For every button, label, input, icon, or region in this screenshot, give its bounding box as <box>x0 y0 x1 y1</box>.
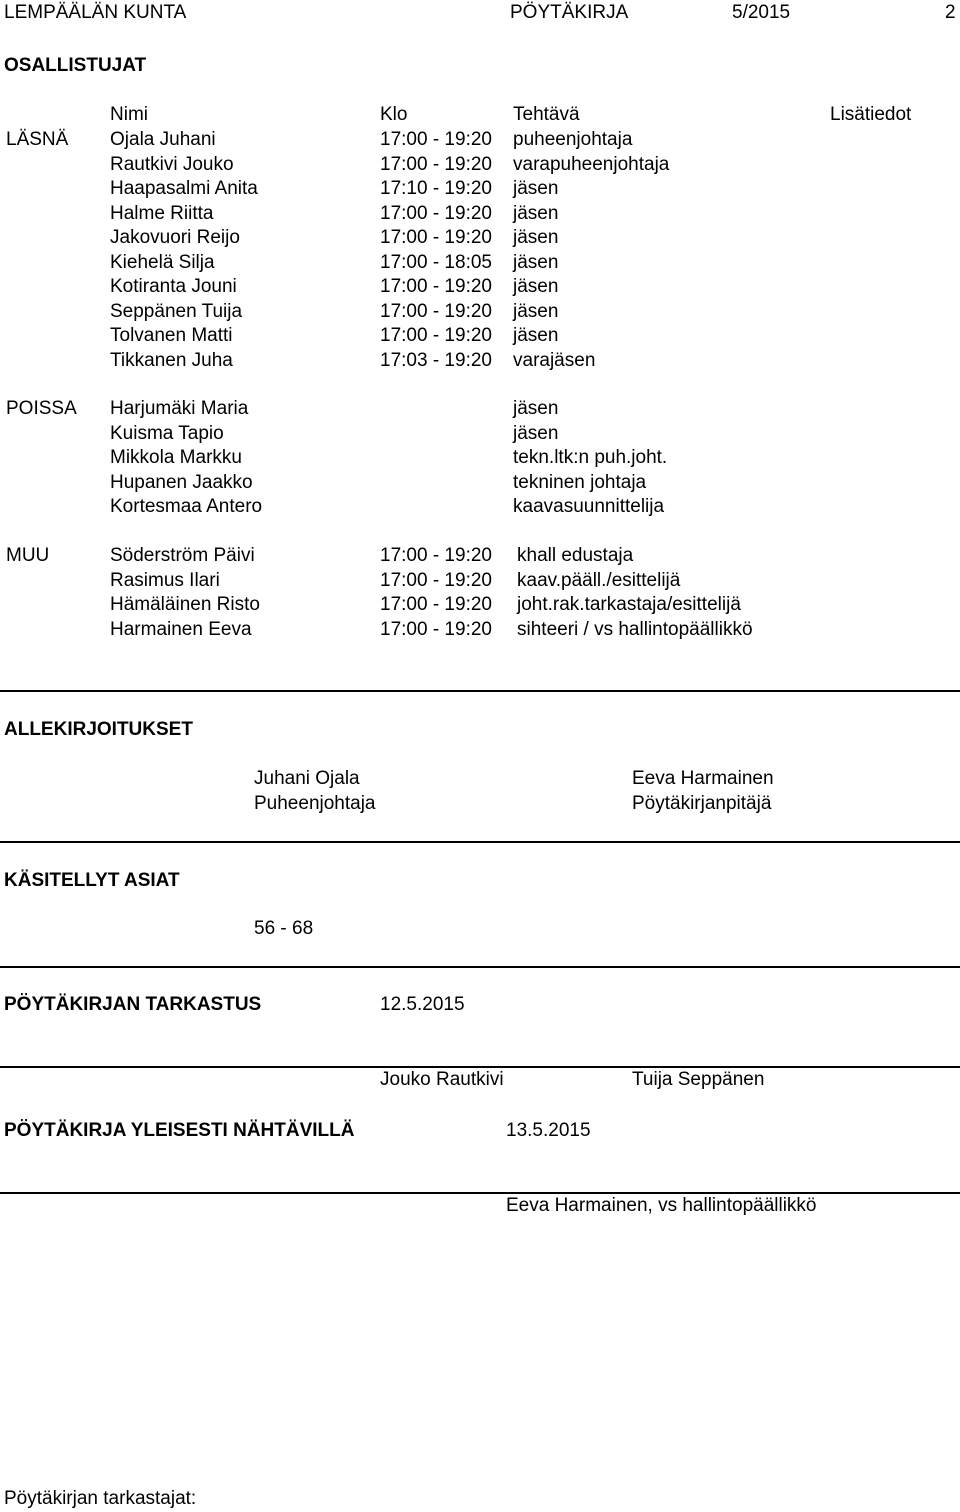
secretary-role: Pöytäkirjanpitäjä <box>632 793 772 814</box>
review-date: 12.5.2015 <box>380 994 465 1015</box>
municipality-name: LEMPÄÄLÄN KUNTA <box>4 2 187 23</box>
absent-label: POISSA <box>6 398 77 419</box>
participant-role: varapuheenjohtaja <box>513 153 670 175</box>
column-role: Tehtävä <box>513 104 580 125</box>
participant-time: 17:00 - 19:20 <box>380 153 492 175</box>
participant-role: jäsen <box>513 178 559 199</box>
participant-row <box>0 545 960 570</box>
public-date: 13.5.2015 <box>506 1120 591 1141</box>
participant-row <box>0 496 960 521</box>
participant-time: 17:00 - 19:20 <box>380 276 492 297</box>
participant-row <box>0 203 960 228</box>
participant-row <box>0 301 960 326</box>
participant-row <box>0 350 960 375</box>
column-time: Klo <box>380 104 408 125</box>
participant-role: puheenjohtaja <box>513 129 633 150</box>
divider <box>0 690 960 692</box>
participant-role: jäsen <box>513 422 559 444</box>
participant-time: 17:00 - 19:20 <box>380 129 492 150</box>
column-name: Nimi <box>110 104 148 125</box>
participant-name: Kotiranta Jouni <box>110 276 237 297</box>
participant-row <box>0 325 960 350</box>
participant-name: Haapasalmi Anita <box>110 178 258 199</box>
chair-role: Puheenjohtaja <box>254 793 376 814</box>
participant-role: jäsen <box>513 325 559 346</box>
participant-row <box>0 227 960 252</box>
participant-role: jäsen <box>513 276 559 297</box>
participant-role: jäsen <box>513 227 559 248</box>
participant-name: Kiehelä Silja <box>110 251 215 273</box>
participant-time: 17:00 - 19:20 <box>380 300 492 322</box>
participant-name: Söderström Päivi <box>110 545 255 566</box>
participant-role: sihteeri / vs hallintopäällikkö <box>517 618 753 640</box>
divider <box>0 1192 960 1194</box>
handled-title: KÄSITELLYT ASIAT <box>4 870 180 891</box>
document-type: PÖYTÄKIRJA <box>510 2 629 23</box>
divider <box>0 966 960 968</box>
participant-time: 17:00 - 19:20 <box>380 545 492 566</box>
participant-role: kaav.pääll./esittelijä <box>517 569 681 591</box>
participant-name: Hupanen Jaakko <box>110 471 253 493</box>
participant-time: 17:00 - 19:20 <box>380 618 492 640</box>
participant-role: jäsen <box>513 202 559 224</box>
participant-name: Ojala Juhani <box>110 129 216 150</box>
reviewers-label: Pöytäkirjan tarkastajat: <box>4 1488 197 1509</box>
participant-row <box>0 252 960 277</box>
participant-role: kaavasuunnittelija <box>513 496 665 517</box>
participant-name: Mikkola Markku <box>110 447 242 468</box>
chair-name: Juhani Ojala <box>254 768 360 789</box>
participant-time: 17:00 - 19:20 <box>380 227 492 248</box>
participant-time: 17:10 - 19:20 <box>380 178 492 199</box>
secretary-name: Eeva Harmainen <box>632 768 774 789</box>
participants-column-headers <box>0 104 960 129</box>
column-info: Lisätiedot <box>830 104 912 125</box>
participant-row <box>0 594 960 619</box>
participant-name: Rautkivi Jouko <box>110 153 234 175</box>
participant-role: tekninen johtaja <box>513 471 647 493</box>
participant-name: Seppänen Tuija <box>110 300 243 322</box>
participant-name: Tolvanen Matti <box>110 325 233 346</box>
document-number: 5/2015 <box>732 2 791 23</box>
participant-time: 17:00 - 19:20 <box>380 594 492 615</box>
participant-name: Hämäläinen Risto <box>110 594 260 615</box>
participant-time: 17:00 - 18:05 <box>380 251 492 273</box>
divider <box>0 1066 960 1068</box>
participants-title: OSALLISTUJAT <box>4 55 147 76</box>
participant-role: joht.rak.tarkastaja/esittelijä <box>517 594 741 615</box>
participant-role: jäsen <box>513 251 559 273</box>
participant-name: Kuisma Tapio <box>110 422 224 444</box>
participant-row <box>0 178 960 203</box>
participant-row <box>0 570 960 595</box>
participant-time: 17:03 - 19:20 <box>380 349 492 371</box>
divider <box>0 841 960 843</box>
page-number: 2 <box>945 2 956 23</box>
review-title: PÖYTÄKIRJAN TARKASTUS <box>4 994 262 1015</box>
reviewer-1: Jouko Rautkivi <box>380 1069 504 1090</box>
participant-role: varajäsen <box>513 349 596 371</box>
participant-row <box>0 129 960 154</box>
participant-name: Tikkanen Juha <box>110 349 233 371</box>
present-label: LÄSNÄ <box>6 129 69 150</box>
participant-name: Rasimus Ilari <box>110 569 220 591</box>
participant-time: 17:00 - 19:20 <box>380 325 492 346</box>
participant-name: Kortesmaa Antero <box>110 496 263 517</box>
participant-row <box>0 619 960 644</box>
participant-row <box>0 423 960 448</box>
handled-range: 56 - 68 <box>254 918 314 939</box>
participant-name: Halme Riitta <box>110 202 214 224</box>
participant-name: Harmainen Eeva <box>110 618 252 640</box>
other-label: MUU <box>6 545 50 566</box>
participant-row <box>0 472 960 497</box>
public-title: PÖYTÄKIRJA YLEISESTI NÄHTÄVILLÄ <box>4 1120 355 1141</box>
participant-role: jäsen <box>513 300 559 322</box>
participant-name: Jakovuori Reijo <box>110 227 240 248</box>
reviewer-2: Tuija Seppänen <box>632 1069 765 1090</box>
participant-role: jäsen <box>513 398 559 419</box>
participant-row <box>0 276 960 301</box>
participant-row <box>0 398 960 423</box>
participant-name: Harjumäki Maria <box>110 398 249 419</box>
public-signer: Eeva Harmainen, vs hallintopäällikkö <box>506 1195 817 1216</box>
participant-role: khall edustaja <box>517 545 634 566</box>
signatures-title: ALLEKIRJOITUKSET <box>4 719 193 740</box>
participant-time: 17:00 - 19:20 <box>380 202 492 224</box>
participant-row <box>0 154 960 179</box>
participant-row <box>0 447 960 472</box>
participant-role: tekn.ltk:n puh.joht. <box>513 447 668 468</box>
participant-time: 17:00 - 19:20 <box>380 569 492 591</box>
